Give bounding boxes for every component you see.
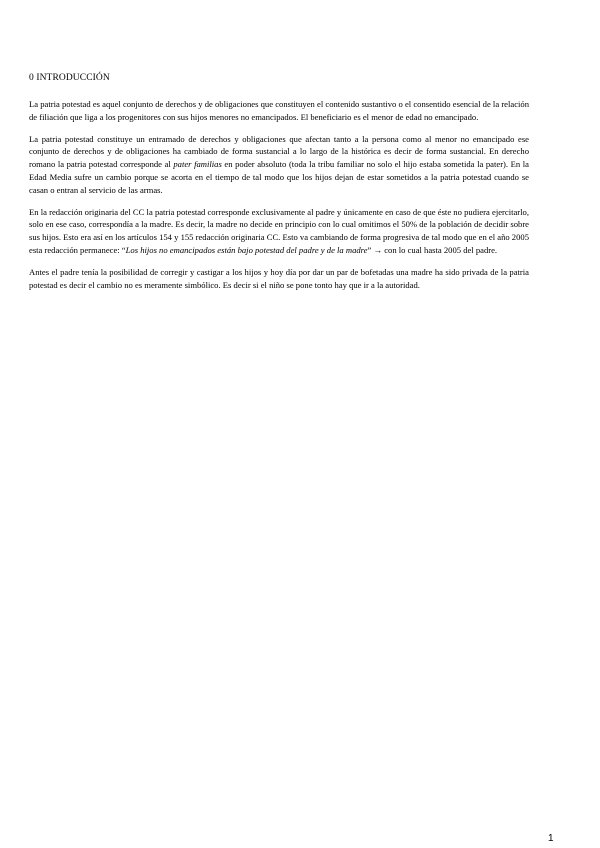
paragraph-history-text-1: La patria potestad constituye un entramado de derechos y obligaciones que afectan tanto a la persona como al menor no emancipado ese conjunto de derechos y de obligaciones ha cambiado de forma sustancial a lo largo de la histórica es decir de forma sustancial. En derecho romano la patria potestad corresponde al [29, 133, 529, 170]
section-heading: 0 INTRODUCCIÓN [29, 73, 110, 83]
document-body [29, 72, 529, 300]
pater-familias-term: pater familias [173, 159, 222, 170]
page-number: 1 [548, 833, 554, 844]
paragraph-correction: Antes el padre tenía la posibilidad de corregir y castigar a los hijos y hoy día por dar un par de bofetadas una madre ha sido privada de la patria potestad es decir el cambio no es meramente simbólico. Es decir si el niño se pone tonto hay que ir a la autoridad. [29, 266, 529, 290]
paragraph-definition: La patria potestad es aquel conjunto de derechos y de obligaciones que constituyen el contenido sustantivo o el consentido esencial de la relación de filiación que liga a los progenitores con sus hijos menores no emancipados. El beneficiario es el menor de edad no emancipado. [29, 99, 529, 122]
paragraph-civil-code-text-1: En la redacción originaria del CC la patria potestad corresponde exclusivamente al padre y únicamente en caso de que éste no pudiera ejercitarlo, solo en ese caso, correspondía a la madre. Es decir, la madre no decide en principio con lo cual omitimos el 50% de la población de decidir sobre sus hijos. Esto era así en los artículos 154 y 155 redacción originaria CC. Esto va cambiando de forma progresiva de tal modo que en el año 2005 esta redacción permanece: “ [29, 206, 529, 255]
paragraph-history-text-2: en poder absoluto (toda la tribu familiar no solo el hijo estaba sometida la pater). En la Edad Media sufre un cambio porque se acorta en el tiempo de tal modo que los hijos dejan de estar sometidos a la patria potestad cuando se casan o entran al servicio de las armas. [29, 159, 529, 195]
paragraph-civil-code [29, 206, 529, 257]
paragraph-history [29, 133, 529, 197]
paragraph-civil-code-text-2: ” → con lo cual hasta 2005 del padre. [367, 244, 498, 255]
law-quote: Los hijos no emancipados están bajo potestad del padre y de la madre [125, 244, 368, 255]
